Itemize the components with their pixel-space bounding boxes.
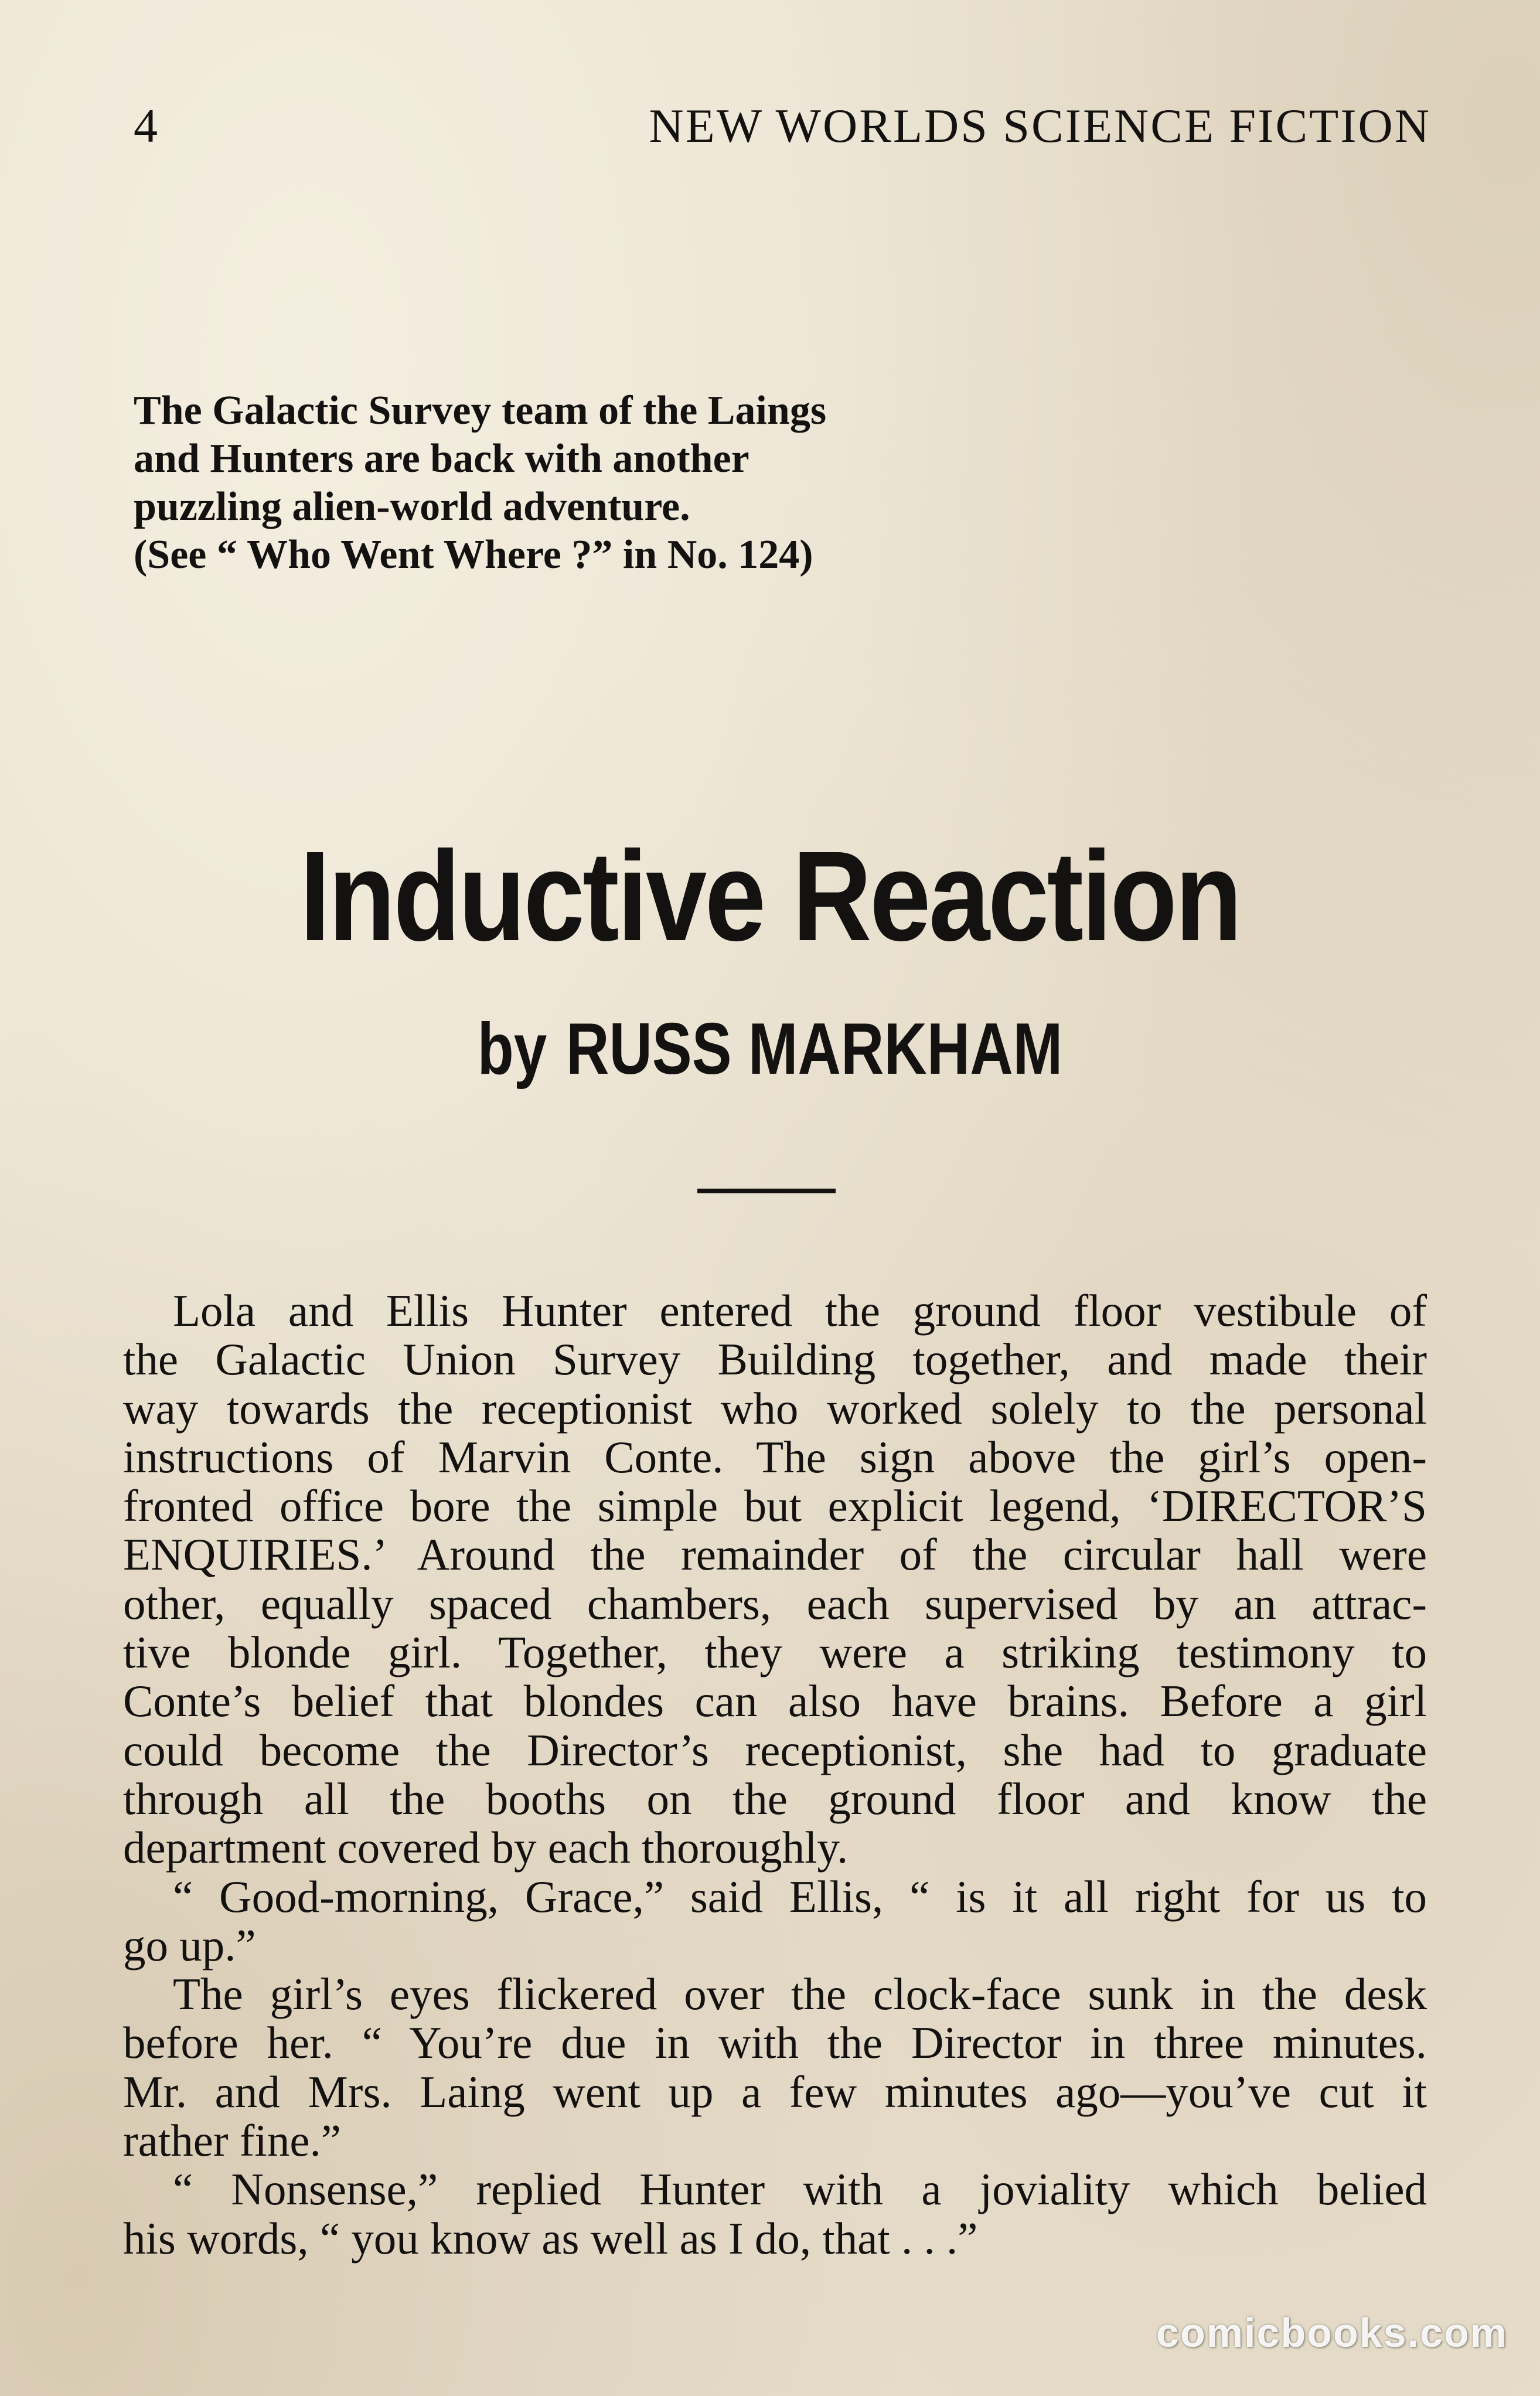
blurb-line: (See “ Who Went Where ?” in No. 124): [134, 532, 813, 577]
body-line: “ Nonsense,” replied Hunter with a joviality which belied: [173, 2164, 1427, 2215]
site-watermark: comicbooks.com: [1156, 2310, 1508, 2356]
body-line: before her. “ You’re due in with the Director in three minutes.: [123, 2017, 1427, 2068]
page-number: 4: [134, 99, 159, 152]
story-body: [123, 1287, 1427, 2263]
body-line: Conte’s belief that blondes can also have brains. Before a girl: [123, 1676, 1427, 1727]
body-line: Lola and Ellis Hunter entered the ground floor vestibule of: [173, 1285, 1427, 1336]
byline-prefix: by: [477, 1009, 547, 1090]
title-divider: [697, 1189, 836, 1193]
story-title: Inductive Reaction: [299, 825, 1241, 968]
body-line: Mr. and Mrs. Laing went up a few minutes ago—you’ve cut it: [123, 2066, 1427, 2117]
body-line: The girl’s eyes flickered over the clock-face sunk in the desk: [173, 1969, 1427, 2020]
body-line: go up.”: [123, 1919, 256, 1970]
body-line: fronted office bore the simple but explicit legend, ‘DIRECTOR’S: [123, 1481, 1427, 1531]
body-line: could become the Director’s receptionist, she had to graduate: [123, 1724, 1427, 1775]
byline: [139, 1002, 1402, 1096]
body-line: instructions of Marvin Conte. The sign above the girl’s open-: [123, 1431, 1427, 1482]
body-line: tive blonde girl. Together, they were a striking testimony to: [123, 1627, 1427, 1678]
body-line: “ Good-morning, Grace,” said Ellis, “ is it all right for us to: [173, 1871, 1427, 1922]
body-line: the Galactic Union Survey Building together, and made their: [123, 1334, 1427, 1385]
blurb-line: The Galactic Survey team of the Laings: [134, 388, 827, 433]
magazine-name: NEW WORLDS SCIENCE FICTION: [649, 99, 1431, 152]
body-line: department covered by each thoroughly.: [123, 1822, 849, 1873]
blurb-line: puzzling alien-world adventure.: [134, 484, 690, 529]
body-line: through all the booths on the ground floor and know the: [123, 1773, 1427, 1824]
running-head: [134, 94, 1431, 158]
blurb-line: and Hunters are back with another: [134, 436, 749, 481]
author-name: RUSS MARKHAM: [566, 1009, 1063, 1090]
body-line: rather fine.”: [123, 2115, 341, 2166]
body-line: way towards the receptionist who worked solely to the personal: [123, 1383, 1427, 1434]
body-line: ENQUIRIES.’ Around the remainder of the circular hall were: [123, 1529, 1427, 1580]
body-line: his words, “ you know as well as I do, that . . .”: [123, 2213, 978, 2264]
body-line: other, equally spaced chambers, each supervised by an attrac-: [123, 1578, 1427, 1629]
story-blurb: [134, 387, 1013, 579]
